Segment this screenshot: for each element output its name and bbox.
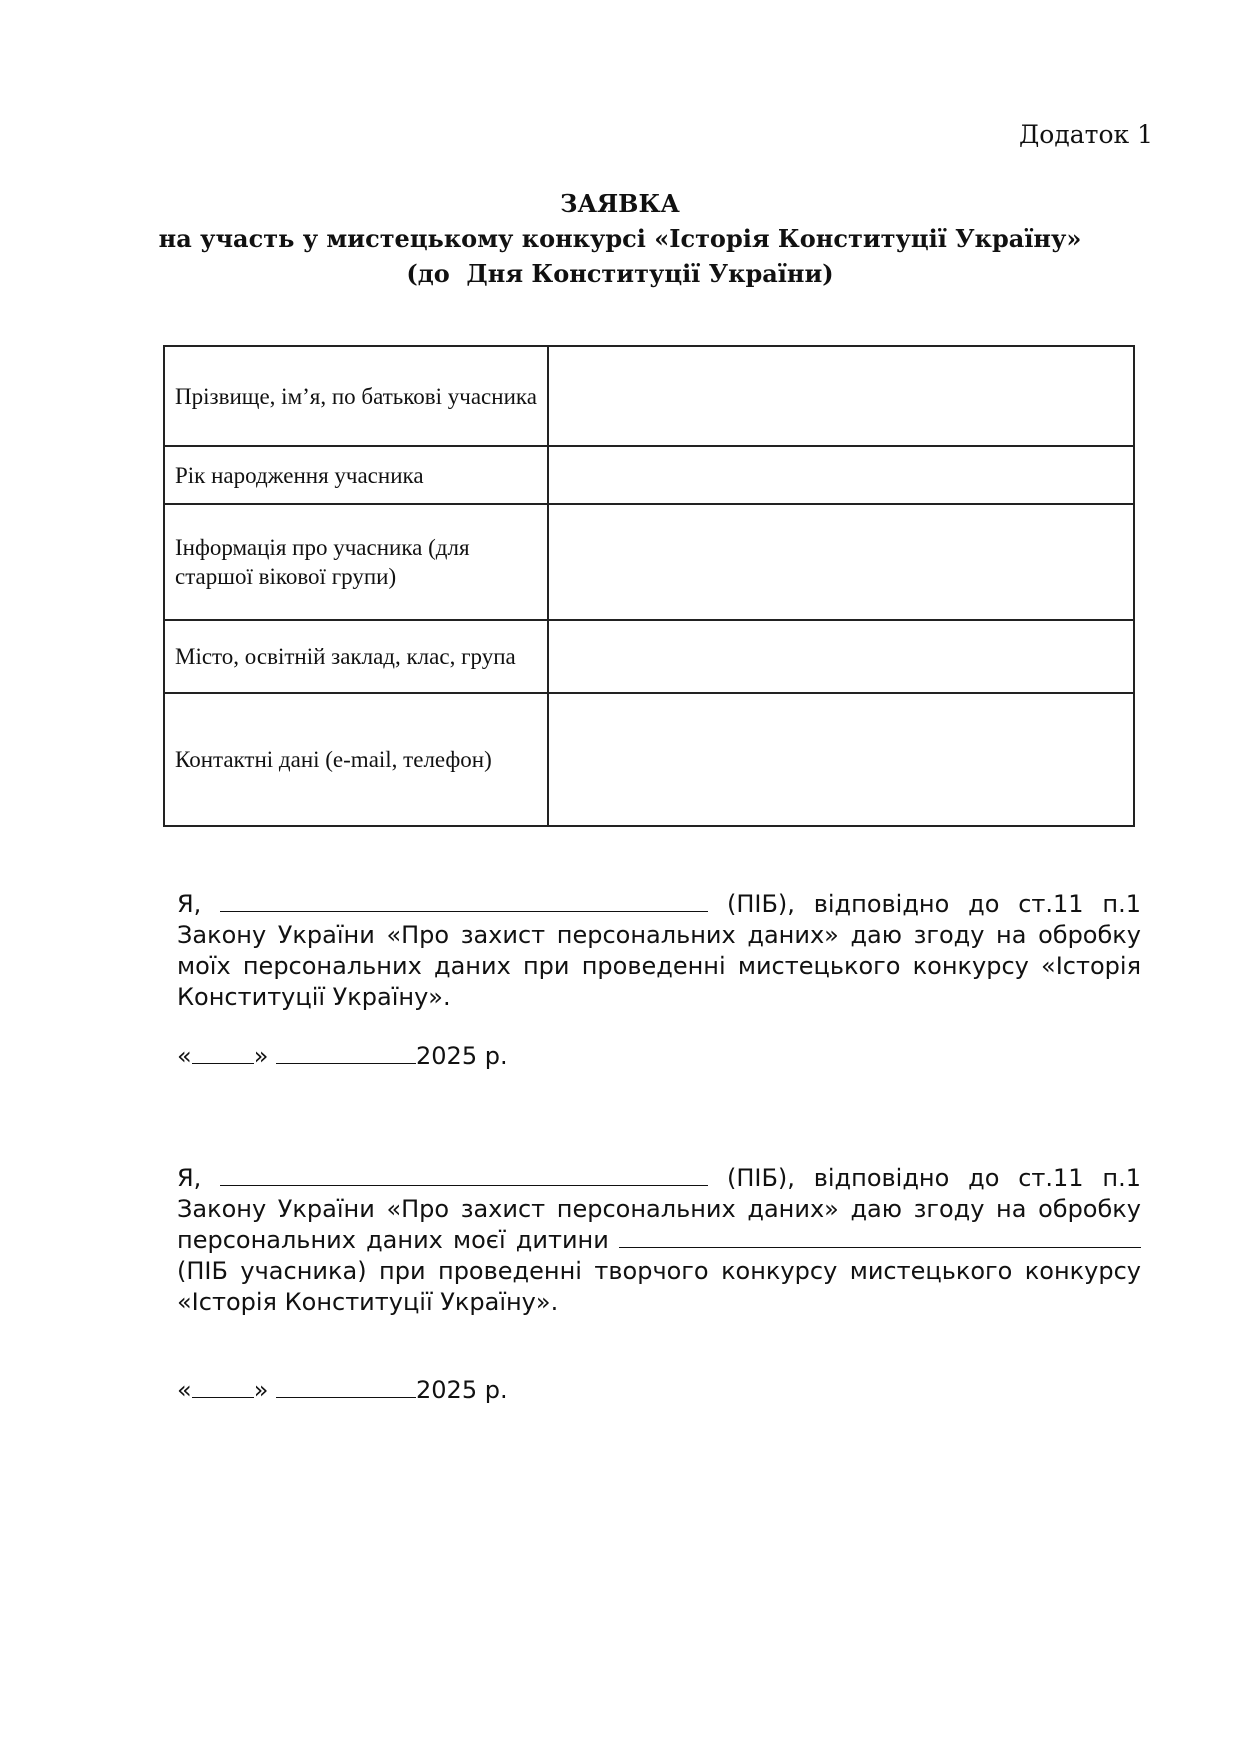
day-blank-field[interactable] (192, 1377, 254, 1398)
table-row (164, 693, 1134, 826)
full-name-field[interactable] (548, 346, 1134, 446)
row-label-school: Місто, освітній заклад, клас, група (164, 620, 548, 693)
date-line-1 (177, 1041, 508, 1072)
open-quote: « (177, 1042, 192, 1070)
title-line-2: на участь у мистецькому конкурсі «Історія Конституції Україну» (158, 224, 1082, 253)
consent-text-a: (ПІБ), відповідно до ст.11 п.1 Закону України «Про захист персональних даних» даю згоду на обробку персональних даних моєї дитини (177, 1164, 1141, 1254)
document-title (0, 186, 1240, 291)
contacts-field[interactable] (548, 693, 1134, 826)
name-blank-field[interactable] (220, 891, 708, 912)
row-label-contacts: Контактні дані (e-mail, телефон) (164, 693, 548, 826)
participant-info-field[interactable] (548, 504, 1134, 620)
participant-form-table (163, 345, 1135, 827)
day-blank-field[interactable] (192, 1043, 254, 1064)
year-text: 2025 р. (416, 1042, 508, 1070)
month-blank-field[interactable] (276, 1043, 416, 1064)
row-label-birth-year: Рік народження учасника (164, 446, 548, 504)
title-line-3: (до Дня Конституції України) (406, 259, 834, 288)
year-text: 2025 р. (416, 1376, 508, 1404)
table-row (164, 504, 1134, 620)
appendix-label: Додаток 1 (1018, 120, 1153, 149)
consent-text: (ПІБ), відповідно до ст.11 п.1 Закону України «Про захист персональних даних» даю згоду на обробку моїх персональних даних при проведенні мистецького конкурсу «Історія Конституції Україну». (177, 890, 1141, 1011)
table-row (164, 446, 1134, 504)
birth-year-field[interactable] (548, 446, 1134, 504)
consent-text-b: (ПІБ учасника) при проведенні творчого конкурсу мистецького конкурсу «Історія Конституції Україну». (177, 1257, 1141, 1316)
school-field[interactable] (548, 620, 1134, 693)
month-blank-field[interactable] (276, 1377, 416, 1398)
parent-name-blank-field[interactable] (220, 1165, 708, 1186)
close-quote: » (253, 1376, 269, 1404)
date-line-2 (177, 1375, 508, 1406)
row-label-full-name: Прізвище, ім’я, по батькові учасника (164, 346, 548, 446)
child-name-blank-field[interactable] (619, 1227, 1141, 1248)
consent-prefix: Я, (177, 890, 202, 918)
consent-paragraph-2 (177, 1163, 1141, 1318)
table-row (164, 620, 1134, 693)
close-quote: » (253, 1042, 269, 1070)
title-line-1: ЗАЯВКА (560, 189, 680, 218)
row-label-participant-info: Інформація про учасника (для старшої вікової групи) (164, 504, 548, 620)
consent-prefix: Я, (177, 1164, 202, 1192)
table-row (164, 346, 1134, 446)
consent-paragraph-1 (177, 889, 1141, 1013)
open-quote: « (177, 1376, 192, 1404)
